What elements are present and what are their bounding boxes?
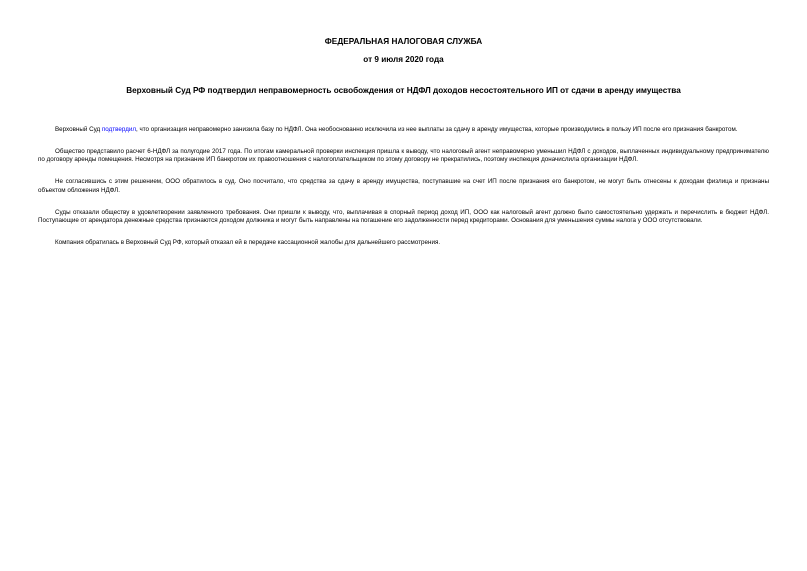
document-date: от 9 июля 2020 года (363, 55, 444, 64)
paragraph-1 (38, 126, 769, 135)
paragraph-5: Компания обратилась в Верховный Суд РФ, который отказал ей в передаче кассационной жалобы для дальнейшего рассмотрения. (55, 238, 441, 246)
document-title: Верховный Суд РФ подтвердил неправомерность освобождения от НДФЛ доходов несостоятельного ИП от сдачи в аренду имущества (126, 86, 681, 95)
paragraph-2: Общество представило расчет 6-НДФЛ за полугодие 2017 года. По итогам камеральной проверки инспекция пришла к выводу, что налоговый агент неправомерно уменьшил НДФЛ с доходов, выплаченных индивидуальному предпринимателю по договору аренды помещения. Несмотря на признание ИП банкротом их правоотношения с налогоплательщиком по этому договору не прекратились, поэтому инспекция доначислила организации НДФЛ. (38, 147, 769, 164)
document-body (38, 126, 769, 261)
paragraph-4: Суды отказали обществу в удовлетворении заявленного требования. Они пришли к выводу, что, выплачивая в спорный период доход ИП, ООО как налоговый агент должно было самостоятельно удержать и перечислить в бюджет НДФЛ. Поступающие от арендатора денежные средства признаются доходом должника и могут быть направлены на погашение его задолженности перед кредиторами. Основания для уменьшения суммы налога у ООО отсутствовали. (38, 208, 769, 225)
paragraph-3: Не согласившись с этим решением, ООО обратилось в суд. Оно посчитало, что средства за сдачу в аренду имущества, поступавшие на счет ИП после признания его банкротом, не могут быть отнесены к доходам физлица и признаны объектом обложения НДФЛ. (38, 178, 769, 194)
paragraph-1-lead: Верховный Суд (55, 126, 101, 133)
organization-heading: ФЕДЕРАЛЬНАЯ НАЛОГОВАЯ СЛУЖБА (324, 37, 483, 46)
decision-link[interactable]: подтвердил (101, 126, 136, 133)
paragraph-1-rest: , что организация неправомерно занизила базу по НДФЛ. Она необоснованно исключила из нее выплаты за сдачу в аренду имущества, которые производились в пользу ИП после его признания банкротом. (135, 126, 738, 133)
